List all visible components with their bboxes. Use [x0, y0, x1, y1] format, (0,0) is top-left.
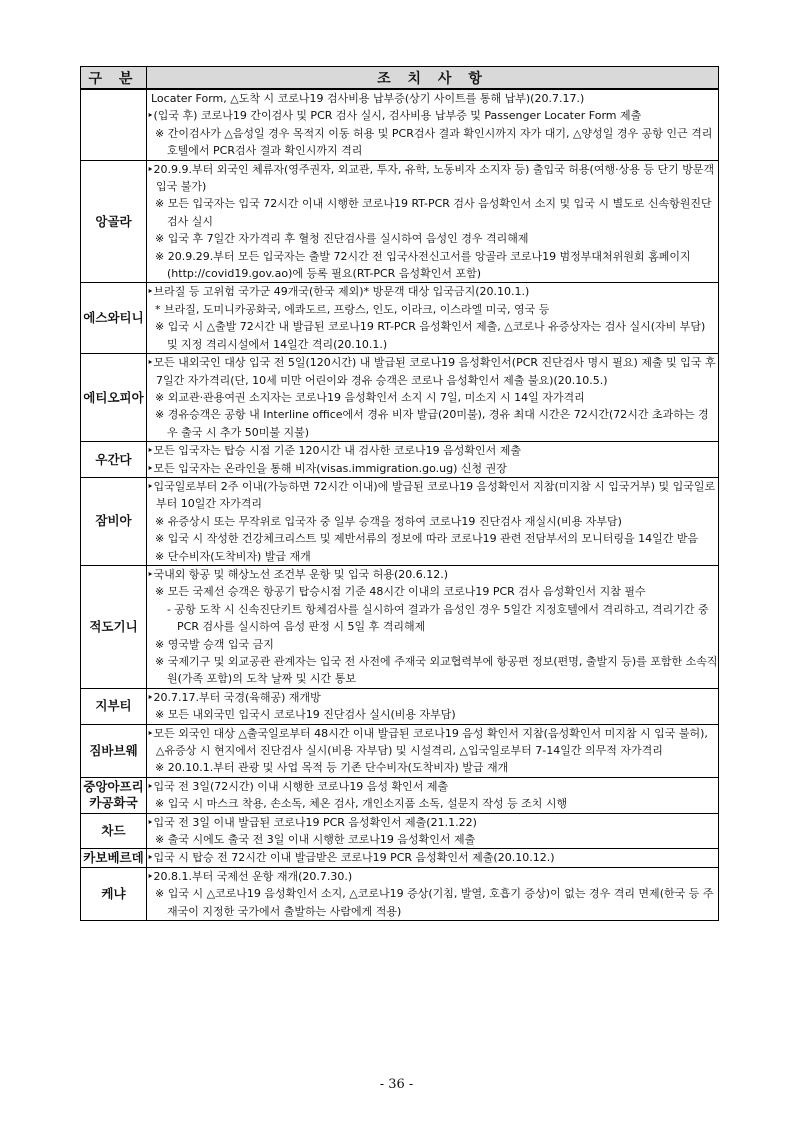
measure-line: ※ 외교관·관용여권 소지자는 코로나19 음성확인서 소지 시 7일, 미소지 시 14일 자가격리 [155, 390, 585, 404]
table-row [81, 283, 719, 354]
country-cell [81, 89, 147, 160]
measure-line: ※ 입국 시 작성한 건강체크리스트 및 제반서류의 정보에 따라 코로나19 관련 전담부서의 모니터링을 14일간 받음 [155, 532, 699, 546]
country-cell: 잠비아 [81, 477, 147, 565]
measure-line: ※ 모든 내외국민 입국시 코로나19 진단검사 실시(비용 자부담) [155, 708, 456, 722]
measure-line: ‣(입국 후) 코로나19 간이검사 및 PCR 검사 실시, 검사비용 납부증 및 Passenger Locater Form 제출 [147, 109, 642, 123]
table-row [81, 565, 719, 688]
measure-line: ‣국내외 항공 및 해상노선 조건부 운항 및 입국 허용(20.6.12.) [147, 567, 449, 581]
table-row [81, 724, 719, 777]
measure-line: ※ 간이검사가 △음성일 경우 목적지 이동 허용 및 PCR검사 결과 확인시까지 자가 대기, △양성일 경우 공항 인근 격리호텔에서 PCR검사 결과 확인시까지 격리 [155, 126, 713, 158]
measure-line: ※ 출국 시에도 출국 전 3일 이내 시행한 코로나19 음성확인서 제출 [155, 833, 476, 847]
measure-line: ‣브라질 등 고위험 국가군 49개국(한국 제외)* 방문객 대상 입국금지(20.10.1.) [147, 285, 530, 299]
table-row [81, 867, 719, 920]
measure-line: Locater Form, △도착 시 코로나19 검사비용 납부증(상기 사이트를 통해 납부)(20.7.17.) [151, 92, 585, 105]
measures-table [80, 66, 719, 921]
measures-cell [147, 160, 719, 283]
measure-line: ‣모든 외국인 대상 △출국일로부터 48시간 이내 발급된 코로나19 음성 확인서 지참(음성확인서 미지참 시 입국 불허), △유증상 시 현지에서 진단검사 실시(비용 자부담) 및 시설격리, △입국일로부터 7-14일간 의무적 자가격리 [147, 726, 708, 758]
measures-cell [147, 688, 719, 724]
country-cell: 지부티 [81, 688, 147, 724]
page-number: - 36 - [379, 1077, 414, 1092]
measure-line: ※ 단수비자(도착비자) 발급 재개 [155, 549, 311, 563]
country-cell: 적도기니 [81, 565, 147, 688]
measure-line: ※ 영국발 승객 입국 금지 [155, 637, 274, 651]
country-cell: 카보베르데 [81, 849, 147, 867]
measure-line: - 공항 도착 시 신속진단키트 항체검사를 실시하여 결과가 음성인 경우 5일간 지정호텔에서 격리하고, 격리기간 중 PCR 검사를 실시하여 음성 판정 시 5일 후 격리해제 [167, 602, 709, 634]
measure-line: ※ 입국 시 마스크 착용, 손소독, 체온 검사, 개인소지품 소독, 설문지 작성 등 조치 시행 [155, 797, 568, 811]
measure-line: ※ 모든 국제선 승객은 항공기 탑승시점 기준 48시간 이내의 코로나19 PCR 검사 음성확인서 지참 필수 [155, 585, 646, 599]
measure-line: * 브라질, 도미니카공화국, 에콰도르, 프랑스, 인도, 이라크, 이스라엘 미국, 영국 등 [155, 302, 550, 316]
measures-cell [147, 813, 719, 849]
country-cell: 케냐 [81, 867, 147, 920]
measures-cell [147, 849, 719, 867]
measures-cell [147, 867, 719, 920]
country-cell: 중앙아프리카공화국 [81, 777, 147, 813]
country-cell: 앙골라 [81, 160, 147, 283]
measure-line: ‣20.9.9.부터 외국인 체류자(영주권자, 외교관, 투자, 유학, 노동비자 소지자 등) 출입국 허용(여행·상용 등 단기 방문객 입국 불가) [147, 162, 715, 194]
table-row [81, 688, 719, 724]
measure-line: ※ 모든 입국자는 입국 72시간 이내 시행한 코로나19 RT-PCR 검사 음성확인서 소지 및 입국 시 별도로 신속항원진단검사 실시 [155, 197, 712, 228]
measure-line: ※ 입국 시 △출발 72시간 내 발급된 코로나19 RT-PCR 음성확인서 제출, △코로나 유증상자는 검사 실시(자비 부담) 및 지정 격리시설에서 14일간 격리(20.10.1.) [155, 320, 706, 351]
measure-line: ‣입국 시 탑승 전 72시간 이내 발급받은 코로나19 PCR 음성확인서 제출(20.10.12.) [147, 851, 555, 865]
table-row [81, 354, 719, 442]
table-row [81, 160, 719, 283]
header-measures: 조 치 사 항 [147, 67, 719, 90]
table-header-row [81, 67, 719, 90]
country-cell: 우간다 [81, 442, 147, 478]
table-row [81, 89, 719, 160]
measure-line: ※ 20.9.29.부터 모든 입국자는 출발 72시간 전 입국사전신고서를 앙골라 코로나19 범정부대처위원회 홈페이지(http://covid19.gov.ao)에 등록 필요(RT-PCR 음성확인서 포함) [155, 249, 691, 281]
table-row [81, 442, 719, 478]
measures-cell [147, 724, 719, 777]
measure-line: ※ 입국 후 7일간 자가격리 후 혈청 진단검사를 실시하여 음성인 경우 격리해제 [155, 232, 529, 246]
measures-cell [147, 283, 719, 354]
measure-line: ‣20.8.1.부터 국제선 운항 재개(20.7.30.) [147, 869, 353, 883]
measures-cell [147, 777, 719, 813]
measures-cell [147, 442, 719, 478]
measure-line: ‣모든 입국자는 온라인을 통해 비자(visas.immigration.go.ug) 신청 권장 [147, 461, 507, 475]
country-cell: 짐바브웨 [81, 724, 147, 777]
header-category: 구 분 [81, 67, 147, 90]
measure-line: ※ 입국 시 △코로나19 음성확인서 소지, △코로나19 증상(기침, 발열, 호흡기 증상)이 없는 경우 격리 면제(한국 등 주재국이 지정한 국가에서 출발하는 사람에게 적용) [155, 887, 714, 918]
table-row [81, 777, 719, 813]
measure-line: ※ 국제기구 및 외교공관 관계자는 입국 전 사전에 주재국 외교협력부에 항공편 정보(편명, 출발지 등)를 포함한 소속직원(가족 포함)의 도착 날짜 및 시간 통보 [155, 655, 718, 686]
table-row [81, 849, 719, 867]
measure-line: ‣20.7.17.부터 국경(육해공) 재개방 [147, 690, 321, 704]
measure-line: ‣입국 전 3일 이내 발급된 코로나19 PCR 음성확인서 제출(21.1.22) [147, 815, 477, 829]
measure-line: ‣입국 전 3일(72시간) 이내 시행한 코로나19 음성 확인서 제출 [147, 779, 449, 793]
measure-line: ‣모든 내외국인 대상 입국 전 5일(120시간) 내 발급된 코로나19 음성확인서(PCR 진단검사 명시 필요) 제출 및 입국 후 7일간 자가격리(단, 10세 미만 어린이와 경유 승객은 코로나 음성확인서 제출 불요)(20.10.5.) [147, 356, 716, 387]
country-cell: 에티오피아 [81, 354, 147, 442]
country-cell: 에스와티니 [81, 283, 147, 354]
measure-line: ※ 유증상시 또는 무작위로 입국자 중 일부 승객을 정하여 코로나19 진단검사 재실시(비용 자부담) [155, 514, 622, 528]
measure-line: ‣모든 입국자는 탑승 시점 기준 120시간 내 검사한 코로나19 음성확인서 제출 [147, 444, 521, 458]
country-cell: 차드 [81, 813, 147, 849]
measures-cell [147, 89, 719, 160]
measure-line: ※ 경유승객은 공항 내 Interline office에서 경유 비자 발급(20미불), 경유 최대 시간은 72시간(72시간 초과하는 경우 출국 시 추가 50미불 지불) [155, 408, 709, 439]
table-body [81, 89, 719, 921]
measure-line: ‣입국일로부터 2주 이내(가능하면 72시간 이내)에 발급된 코로나19 음성확인서 지참(미지참 시 입국거부) 및 입국일로부터 10일간 자가격리 [147, 479, 716, 511]
table-row [81, 813, 719, 849]
measure-line: ※ 20.10.1.부터 관광 및 사업 목적 등 기존 단수비자(도착비자) 발급 재개 [155, 761, 509, 775]
table-row [81, 477, 719, 565]
measures-cell [147, 477, 719, 565]
measures-cell [147, 354, 719, 442]
measures-cell [147, 565, 719, 688]
